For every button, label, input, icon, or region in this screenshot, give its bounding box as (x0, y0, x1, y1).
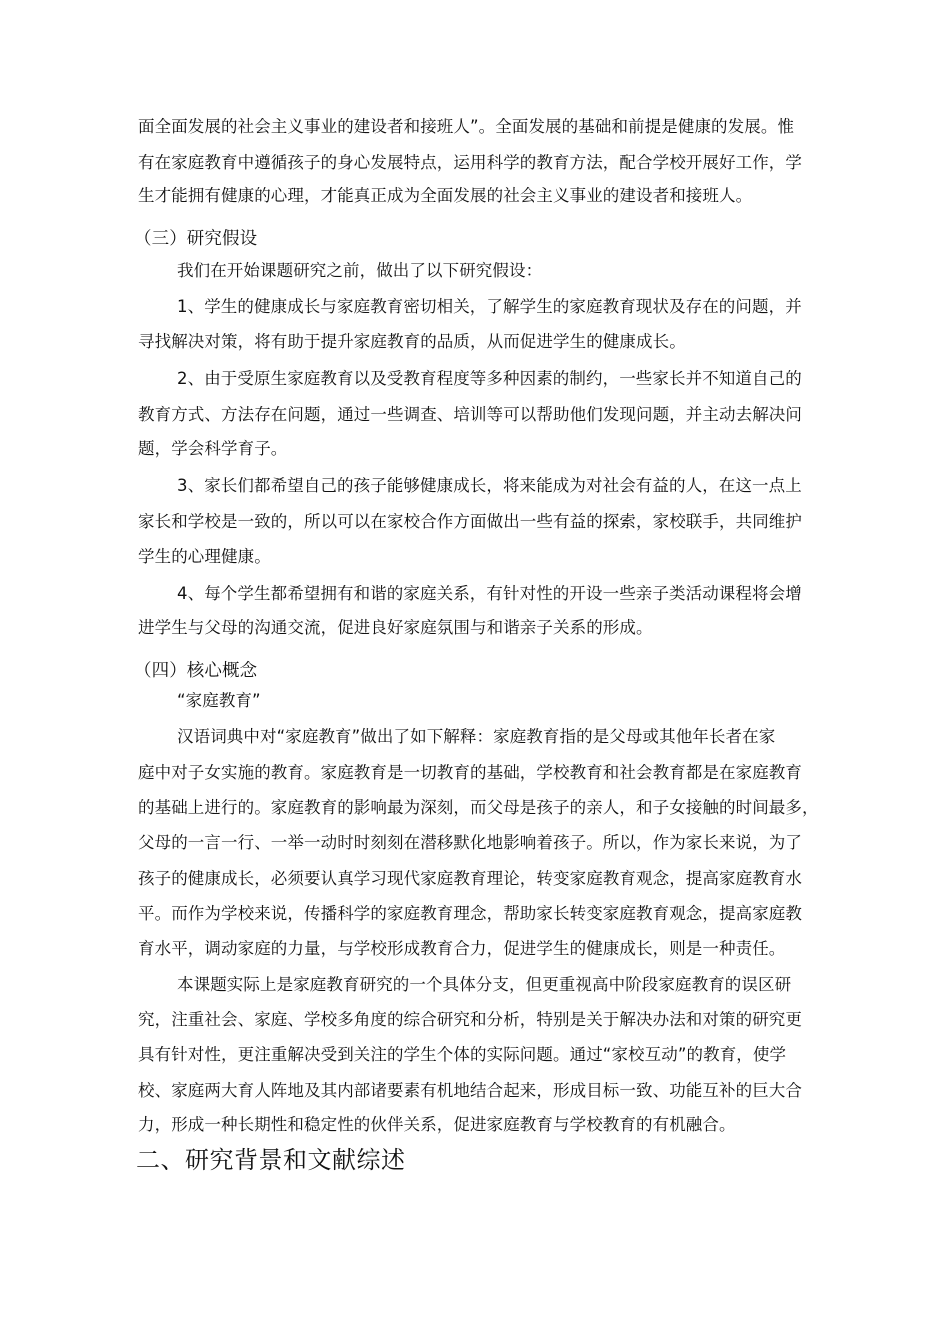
concept-p2-line-5: 力，形成一种长期性和稳定性的伙伴关系，促进家庭教育与学校教育的有机融合。 (138, 1115, 736, 1134)
hypothesis2-line-3: 题，学会科学育子。 (138, 439, 288, 458)
core-concept-term: “家庭教育” (177, 691, 261, 710)
concept-p1-line-5: 孩子的健康成长，必须要认真学习现代家庭教育理论，转变家庭教育观念，提高家庭教育水 (138, 869, 802, 888)
chapter2-heading: 二、研究背景和文献综述 (136, 1146, 406, 1174)
hypothesis3-line-2: 家长和学校是一致的，所以可以在家校合作方面做出一些有益的探索，家校联手，共同维护 (138, 512, 802, 531)
concept-p1-line-3: 的基础上进行的。家庭教育的影响最为深刻，而父母是孩子的亲人，和子女接触的时间最多， (138, 798, 819, 817)
concept-p2-line-2: 究，注重社会、家庭、学校多角度的综合研究和分析，特别是关于解决办法和对策的研究更 (138, 1010, 802, 1029)
concept-p1-line-1: 汉语词典中对“家庭教育”做出了如下解释：家庭教育指的是父母或其他年长者在家 (177, 727, 776, 746)
hypothesis2-line-2: 教育方式、方法存在问题，通过一些调查、培训等可以帮助他们发现问题，并主动去解决问 (138, 405, 802, 424)
hypothesis1-line-1: 1、学生的健康成长与家庭教育密切相关，了解学生的家庭教育现状及存在的问题，并 (177, 297, 802, 316)
section4-heading: （四）核心概念 (134, 661, 258, 681)
intro-line-1: 面全面发展的社会主义事业的建设者和接班人”。全面发展的基础和前提是健康的发展。惟 (138, 117, 795, 136)
concept-p2-line-1: 本课题实际上是家庭教育研究的一个具体分支，但更重视高中阶段家庭教育的误区研 (177, 975, 792, 994)
concept-p1-line-2: 庭中对子女实施的教育。家庭教育是一切教育的基础，学校教育和社会教育都是在家庭教育 (138, 763, 802, 782)
concept-p1-line-6: 平。而作为学校来说，传播科学的家庭教育理念，帮助家长转变家庭教育观念，提高家庭教 (138, 904, 802, 923)
concept-p2-line-4: 校、家庭两大育人阵地及其内部诸要素有机地结合起来，形成目标一致、功能互补的巨大合 (138, 1081, 802, 1100)
hypothesis4-line-2: 进学生与父母的沟通交流，促进良好家庭氛围与和谐亲子关系的形成。 (138, 618, 653, 637)
hypothesis4-line-1: 4、每个学生都希望拥有和谐的家庭关系，有针对性的开设一些亲子类活动课程将会增 (177, 584, 802, 603)
hypothesis3-line-3: 学生的心理健康。 (138, 547, 271, 566)
hypothesis1-line-2: 寻找解决对策，将有助于提升家庭教育的品质，从而促进学生的健康成长。 (138, 332, 686, 351)
section3-intro: 我们在开始课题研究之前，做出了以下研究假设： (177, 261, 543, 280)
concept-p1-line-4: 父母的一言一行、一举一动时时刻刻在潜移默化地影响着孩子。所以，作为家长来说，为了 (138, 833, 802, 852)
intro-line-3: 生才能拥有健康的心理，才能真正成为全面发展的社会主义事业的建设者和接班人。 (138, 186, 753, 205)
concept-p1-line-7: 育水平，调动家庭的力量，与学校形成教育合力，促进学生的健康成长，则是一种责任。 (138, 939, 786, 958)
section3-heading: （三）研究假设 (134, 229, 258, 249)
hypothesis2-line-1: 2、由于受原生家庭教育以及受教育程度等多种因素的制约，一些家长并不知道自己的 (177, 369, 802, 388)
concept-p2-line-3: 具有针对性，更注重解决受到关注的学生个体的实际问题。通过“家校互动”的教育，使学 (138, 1045, 787, 1064)
hypothesis3-line-1: 3、家长们都希望自己的孩子能够健康成长，将来能成为对社会有益的人，在这一点上 (177, 476, 802, 495)
intro-line-2: 有在家庭教育中遵循孩子的身心发展特点，运用科学的教育方法，配合学校开展好工作，学 (138, 153, 802, 172)
